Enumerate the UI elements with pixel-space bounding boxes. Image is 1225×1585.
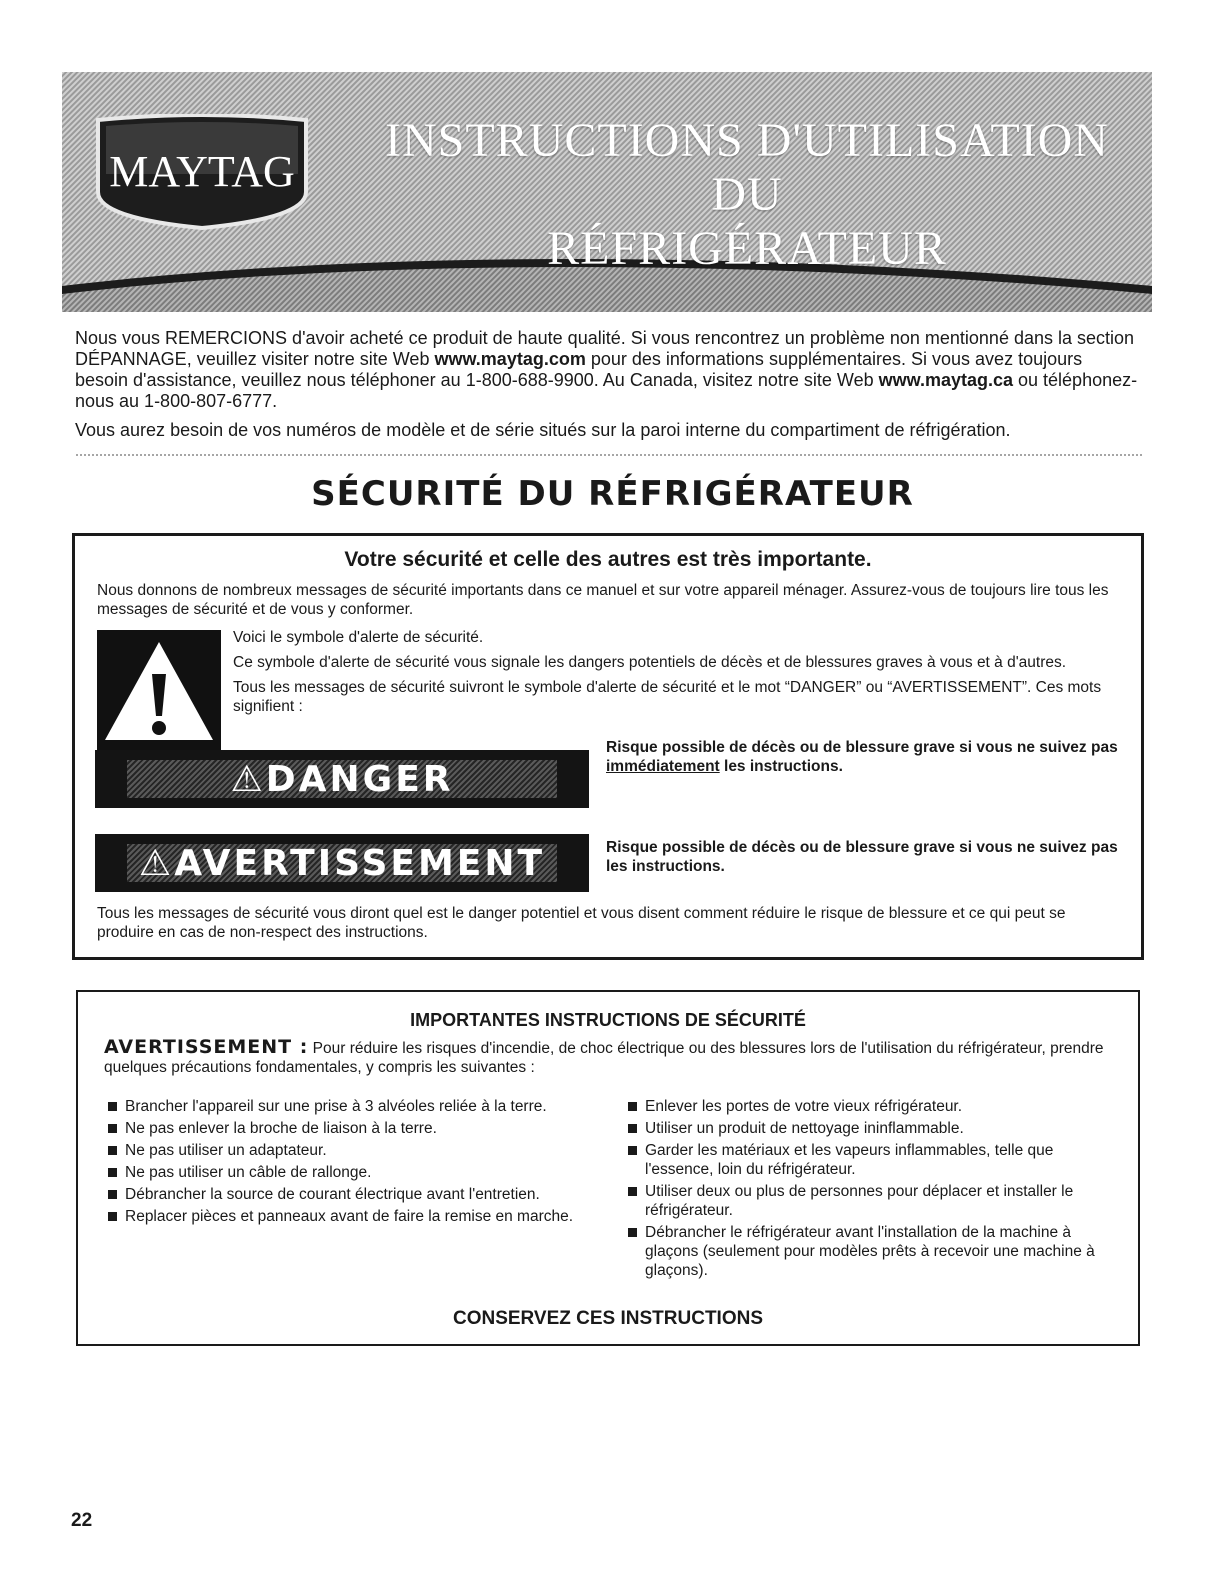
warning-triangle-icon: ⚠ bbox=[138, 842, 175, 884]
page-number: 22 bbox=[71, 1510, 93, 1531]
instructions-list-right bbox=[624, 1097, 1124, 1283]
logo-text: MAYTAG bbox=[109, 147, 295, 196]
list-item bbox=[624, 1119, 1124, 1138]
bullet-icon bbox=[628, 1146, 637, 1155]
instructions-warning: AVERTISSEMENT : Pour réduire les risques d'incendie, de choc électrique ou des blessures lors de l'utilisation du réfrigérateur, prendre quelques précautions fondamentales, y compris les suivantes : bbox=[104, 1036, 1104, 1076]
list-item bbox=[104, 1207, 574, 1226]
list-item bbox=[624, 1097, 1124, 1116]
danger-signal bbox=[95, 750, 589, 808]
list-item-text: Replacer pièces et panneaux avant de faire la remise en marche. bbox=[125, 1208, 574, 1225]
list-item bbox=[104, 1185, 574, 1204]
list-item bbox=[104, 1163, 574, 1182]
warning-description: Risque possible de décès ou de blessure grave si vous ne suivez pas les instructions. bbox=[606, 839, 1118, 875]
bullet-icon bbox=[628, 1187, 637, 1196]
warning-triangle-icon: ⚠ bbox=[230, 758, 266, 800]
safety-footer: Tous les messages de sécurité vous diront quel est le danger potentiel et vous disent comment réduire le risque de blessure et ce qui peut se produire en cas de non-respect des instructions. bbox=[97, 905, 1066, 941]
warning-signal bbox=[95, 834, 589, 892]
section-title: SÉCURITÉ DU RÉFRIGÉRATEUR bbox=[311, 474, 914, 514]
intro-text bbox=[75, 328, 1140, 449]
warning-label: ⚠AVERTISSEMENT bbox=[138, 842, 546, 884]
list-item-text: Ne pas utiliser un adaptateur. bbox=[125, 1142, 327, 1159]
bullet-icon bbox=[628, 1228, 637, 1237]
safety-heading: Votre sécurité et celle des autres est très importante. bbox=[344, 548, 872, 571]
bullet-icon bbox=[108, 1168, 117, 1177]
danger-label: ⚠DANGER bbox=[230, 758, 454, 800]
header-banner bbox=[62, 72, 1152, 312]
list-item bbox=[624, 1141, 1124, 1179]
list-item-text: Ne pas utiliser un câble de rallonge. bbox=[125, 1164, 372, 1181]
safety-lead: Nous donnons de nombreux messages de sécurité importants dans ce manuel et sur votre appareil ménager. Assurez-vous de toujours lire tous les messages de sécurité et de vous y conformer. bbox=[97, 582, 1109, 618]
danger-description: Risque possible de décès ou de blessure grave si vous ne suivez pas immédiatement les instructions. bbox=[606, 739, 1118, 775]
divider bbox=[75, 453, 1143, 458]
title-line-2: RÉFRIGÉRATEUR bbox=[547, 222, 947, 275]
intro-paragraph-1: Nous vous REMERCIONS d'avoir acheté ce produit de haute qualité. Si vous rencontrez un problème non mentionné dans la section DÉPANNAGE, veuillez visiter notre site Web www.maytag.com pour des informations supplémentaires. Si vous avez toujours besoin d'assistance, veuillez nous téléphoner au 1-800-688-9900. Au Canada, visitez notre site Web www.maytag.ca ou téléphonez-nous au 1-800-807-6777. bbox=[75, 328, 1138, 411]
website-link-us[interactable]: www.maytag.com bbox=[434, 349, 586, 369]
bullet-icon bbox=[108, 1124, 117, 1133]
list-item bbox=[624, 1223, 1124, 1280]
list-item-text: Débrancher la source de courant électrique avant l'entretien. bbox=[125, 1186, 540, 1203]
list-item-text: Utiliser deux ou plus de personnes pour déplacer et installer le réfrigérateur. bbox=[645, 1183, 1074, 1219]
maytag-logo bbox=[92, 114, 312, 232]
alert-description bbox=[233, 628, 1113, 722]
list-item-text: Débrancher le réfrigérateur avant l'installation de la machine à glaçons (seulement pour modèles prêts à recevoir une machine à glaçons). bbox=[645, 1224, 1095, 1279]
list-item bbox=[104, 1141, 574, 1160]
list-item bbox=[624, 1182, 1124, 1220]
list-item-text: Ne pas enlever la broche de liaison à la terre. bbox=[125, 1120, 437, 1137]
alert-line-3: Tous les messages de sécurité suivront le symbole d'alerte de sécurité et le mot “DANGER” ou “AVERTISSEMENT”. Ces mots signifient : bbox=[233, 679, 1102, 715]
alert-line-1: Voici le symbole d'alerte de sécurité. bbox=[233, 629, 484, 646]
intro-paragraph-2: Vous aurez besoin de vos numéros de modèle et de série situés sur la paroi interne du compartiment de réfrigération. bbox=[75, 420, 1011, 440]
alert-line-2: Ce symbole d'alerte de sécurité vous signale les dangers potentiels de décès et de blessures graves à vous et à d'autres. bbox=[233, 654, 1067, 671]
list-item bbox=[104, 1119, 574, 1138]
list-item bbox=[104, 1097, 574, 1116]
website-link-ca[interactable]: www.maytag.ca bbox=[878, 370, 1014, 390]
instructions-box bbox=[76, 990, 1140, 1346]
list-item-text: Garder les matériaux et les vapeurs inflammables, telle que l'essence, loin du réfrigérateur. bbox=[645, 1142, 1054, 1178]
list-item-text: Enlever les portes de votre vieux réfrigérateur. bbox=[645, 1098, 963, 1115]
bullet-icon bbox=[628, 1102, 637, 1111]
bullet-icon bbox=[108, 1102, 117, 1111]
warning-keyword: AVERTISSEMENT : bbox=[104, 1036, 309, 1058]
bullet-icon bbox=[108, 1146, 117, 1155]
list-item-text: Utiliser un produit de nettoyage ininflammable. bbox=[645, 1120, 964, 1137]
page-title bbox=[382, 114, 1112, 276]
safety-box bbox=[72, 533, 1144, 960]
bullet-icon bbox=[108, 1212, 117, 1221]
list-item-text: Brancher l'appareil sur une prise à 3 alvéoles reliée à la terre. bbox=[125, 1098, 547, 1115]
instructions-list-left bbox=[104, 1097, 574, 1229]
bullet-icon bbox=[628, 1124, 637, 1133]
instructions-heading: IMPORTANTES INSTRUCTIONS DE SÉCURITÉ bbox=[410, 1010, 806, 1030]
safety-alert-icon bbox=[97, 630, 237, 750]
title-line-1: INSTRUCTIONS D'UTILISATION DU bbox=[385, 114, 1109, 221]
bullet-icon bbox=[108, 1190, 117, 1199]
instructions-footer: CONSERVEZ CES INSTRUCTIONS bbox=[452, 1308, 764, 1329]
